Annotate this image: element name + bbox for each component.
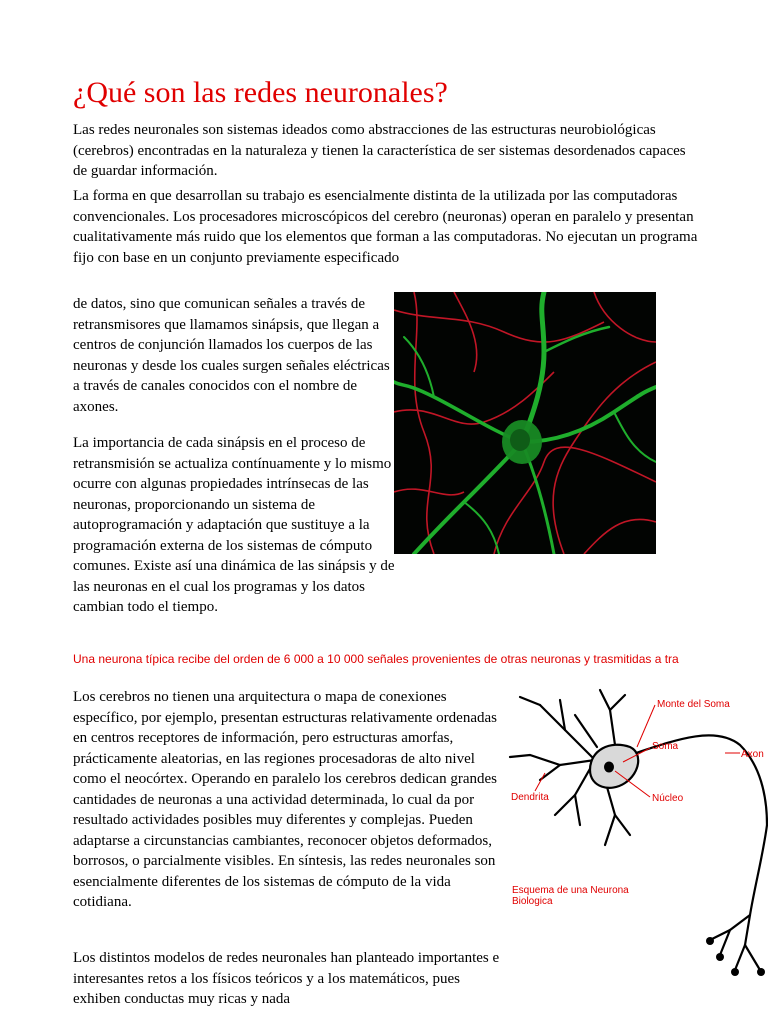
paragraph-synapses: de datos, sino que comunican señales a través de retransmisores que llamamos sinápsis, que llegan a centros de conjunción llamados los cuerpos de las neuronas y desde los cuales surgen señales eléctricas a través de canales conocidos con el nombre de axones. (73, 296, 390, 415)
page-title: ¿Qué son las redes neuronales? (73, 76, 448, 109)
paragraph-brain-architecture: Los cerebros no tienen una arquitectura o mapa de conexiones específico, por ejemplo, presentan estructuras relativamente ordenadas en centros receptores de información, pero estructuras amorfas, prácticamente aleatorias, en las regiones procesadoras de alto nivel como el neocórtex. Operando en paralelo los cerebros dedican grandes cantidades de neuronas a una actividad determinada, lo cual da por resultado actividades posibles muy diferentes y complejas. Pueden adaptarse a circunstancias cambiantes, reconocer objetos deformados, borrosos, o parcialmente visibles. En síntesis, las redes neuronales son esencialmente diferentes de los sistemas de cómputo de la vida cotidiana. (73, 689, 497, 910)
label-dendrita: Dendrita (511, 792, 549, 803)
paragraph-intro: Las redes neuronales son sistemas ideados como abstracciones de las estructuras neurobiológicas (cerebros) encontradas en la naturaleza y tienen la característica de ser sistemas desordenados capaces de guardar información. (73, 122, 686, 179)
neuron-micrograph-image (394, 292, 656, 554)
neuron-diagram (505, 685, 768, 1024)
label-soma: Soma (652, 741, 679, 752)
paragraph-synapse-importance: La importancia de cada sinápsis en el proceso de retransmisión se actualiza contínuamente y lo mismo ocurre con algunas propiedades intrínsecas de las neuronas, proporcionando un sistema de autoprogramación y adaptación que sustituye a la programación externa de los sistemas de cómputo comunes. Existe así una dinámica de las sinápsis y de las neuronas en el cual los programas y los datos cambian todo el tiempo. (73, 435, 395, 615)
label-monte-del-soma: Monte del Soma (657, 699, 730, 710)
paragraph-models: Los distintos modelos de redes neuronales han planteado importantes e interesantes retos a los físicos teóricos y a los matemáticos, pues exhiben conductas muy ricas y nada (73, 950, 500, 1007)
highlight-sentence: Una neurona típica recibe del orden de 6 000 a 10 000 señales provenientes de otras neuronas y trasmitidas a tra (73, 652, 679, 666)
neuron-micrograph-graphic (394, 292, 656, 554)
paragraph-work-method: La forma en que desarrollan su trabajo es esencialmente distinta de la utilizada por las computadoras convencionales. Los procesadores microscópicos del cerebro (neuronas) operan en paralelo y presentan cualitativamente más ruido que los elementos que forman a las computadoras. No ejecutan un programa fijo con base en un conjunto previamente especificado (73, 188, 698, 266)
label-axon: Axon (741, 749, 764, 760)
neuron-diagram-graphic (505, 685, 768, 1024)
label-nucleo: Núcleo (652, 793, 684, 804)
diagram-caption: Esquema de una Neurona Biologica (512, 885, 629, 907)
